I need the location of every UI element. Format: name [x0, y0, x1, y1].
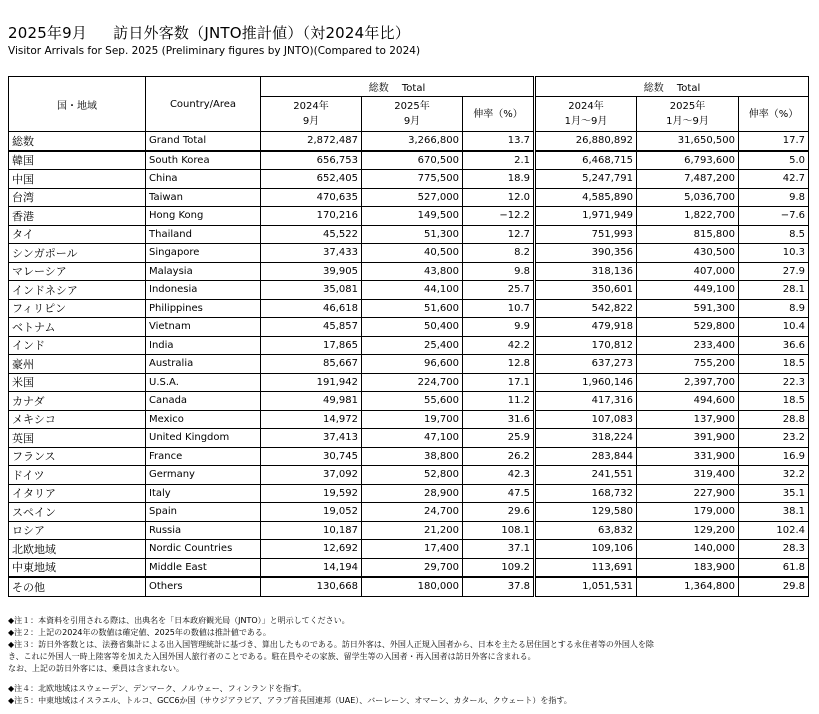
- cell-region-en: Vietnam: [146, 318, 261, 337]
- cell-cum-2025: 183,900: [637, 558, 739, 577]
- cell-region-en: India: [146, 336, 261, 355]
- cell-month-growth: 31.6: [463, 410, 535, 429]
- cell-region-en: Nordic Countries: [146, 540, 261, 559]
- cell-cum-growth: 102.4: [739, 521, 809, 540]
- table-row: [9, 318, 809, 337]
- cell-region-jp: ベトナム: [9, 318, 146, 337]
- cell-month-2025: 40,500: [362, 244, 463, 263]
- cell-region-en: Canada: [146, 392, 261, 411]
- cell-cum-2025: 137,900: [637, 410, 739, 429]
- cell-region-en: Italy: [146, 484, 261, 503]
- cell-month-growth: 25.9: [463, 429, 535, 448]
- cell-cum-growth: 28.3: [739, 540, 809, 559]
- cell-month-2024: 30,745: [261, 447, 362, 466]
- cell-region-jp: 中国: [9, 170, 146, 189]
- cell-cum-2025: 331,900: [637, 447, 739, 466]
- cell-region-jp: 韓国: [9, 151, 146, 170]
- cell-region-en: Philippines: [146, 299, 261, 318]
- cell-month-2024: 49,981: [261, 392, 362, 411]
- cell-cum-growth: 9.8: [739, 188, 809, 207]
- header-2025-cumulative: 2025年 1月～9月: [637, 97, 739, 132]
- cell-month-2024: 35,081: [261, 281, 362, 300]
- cell-month-2025: 527,000: [362, 188, 463, 207]
- cell-region-en: Spain: [146, 503, 261, 522]
- table-row: [9, 447, 809, 466]
- cell-month-growth: 42.2: [463, 336, 535, 355]
- cell-cum-growth: 5.0: [739, 151, 809, 170]
- cell-region-jp: カナダ: [9, 392, 146, 411]
- footnotes: [8, 615, 813, 707]
- cell-cum-2024: 113,691: [535, 558, 637, 577]
- cell-cum-growth: 22.3: [739, 373, 809, 392]
- page-subtitle: Visitor Arrivals for Sep. 2025 (Preliminary figures by JNTO)(Compared to 2024): [8, 45, 421, 57]
- cell-month-2024: 12,692: [261, 540, 362, 559]
- cell-cum-2024: 63,832: [535, 521, 637, 540]
- footnote-3-cont: き、これに外国人一時上陸客等を加えた入国外国人旅行者のことである。駐在員やその家族、留学生等の入国者・再入国者は訪日外客に含まれる。: [8, 652, 536, 661]
- cell-month-2025: 3,266,800: [362, 132, 463, 151]
- footnote-5: ◆注５：中東地域はイスラエル、トルコ、GCC6か国（サウジアラビア、アラブ首長国連邦（UAE）、バーレーン、オマーン、カタール、クウェート）を指す。: [8, 696, 572, 705]
- cell-month-2024: 170,216: [261, 207, 362, 226]
- cell-cum-2025: 31,650,500: [637, 132, 739, 151]
- table-row: [9, 429, 809, 448]
- cell-cum-2024: 751,993: [535, 225, 637, 244]
- cell-cum-2024: 168,732: [535, 484, 637, 503]
- cell-region-jp: 総数: [9, 132, 146, 151]
- table-row: [9, 355, 809, 374]
- cell-region-en: France: [146, 447, 261, 466]
- table-row: [9, 466, 809, 485]
- cell-month-2024: 10,187: [261, 521, 362, 540]
- header-region-jp: 国・地域: [9, 77, 146, 132]
- cell-cum-2025: 591,300: [637, 299, 739, 318]
- cell-region-en: Grand Total: [146, 132, 261, 151]
- cell-cum-2024: 417,316: [535, 392, 637, 411]
- cell-month-growth: 108.1: [463, 521, 535, 540]
- table-row: [9, 132, 809, 151]
- cell-cum-growth: 28.1: [739, 281, 809, 300]
- cell-region-jp: ドイツ: [9, 466, 146, 485]
- cell-month-2025: 17,400: [362, 540, 463, 559]
- table-row: [9, 299, 809, 318]
- header-group-month: 総数 Total: [261, 77, 535, 97]
- cell-month-2024: 652,405: [261, 170, 362, 189]
- cell-cum-2025: 1,822,700: [637, 207, 739, 226]
- table-row: [9, 281, 809, 300]
- cell-cum-2025: 391,900: [637, 429, 739, 448]
- cell-cum-2024: 637,273: [535, 355, 637, 374]
- table-row: [9, 484, 809, 503]
- cell-region-jp: マレーシア: [9, 262, 146, 281]
- cell-month-2024: 191,942: [261, 373, 362, 392]
- cell-region-jp: フランス: [9, 447, 146, 466]
- cell-cum-2025: 227,900: [637, 484, 739, 503]
- cell-region-en: Singapore: [146, 244, 261, 263]
- cell-cum-2025: 1,364,800: [637, 577, 739, 596]
- cell-region-jp: シンガポール: [9, 244, 146, 263]
- cell-cum-2024: 5,247,791: [535, 170, 637, 189]
- cell-month-2024: 2,872,487: [261, 132, 362, 151]
- cell-cum-2024: 4,585,890: [535, 188, 637, 207]
- cell-month-2025: 50,400: [362, 318, 463, 337]
- table-row: [9, 410, 809, 429]
- cell-region-en: Malaysia: [146, 262, 261, 281]
- cell-month-growth: 9.9: [463, 318, 535, 337]
- table-row: [9, 151, 809, 170]
- cell-month-2025: 670,500: [362, 151, 463, 170]
- table-row: [9, 170, 809, 189]
- cell-month-2025: 224,700: [362, 373, 463, 392]
- cell-cum-growth: 36.6: [739, 336, 809, 355]
- cell-month-2025: 149,500: [362, 207, 463, 226]
- page-title: [8, 22, 410, 43]
- header-2024-cumulative: 2024年 1月～9月: [535, 97, 637, 132]
- cell-cum-2024: 129,580: [535, 503, 637, 522]
- cell-month-2025: 28,900: [362, 484, 463, 503]
- cell-month-2024: 19,592: [261, 484, 362, 503]
- cell-cum-2025: 6,793,600: [637, 151, 739, 170]
- cell-cum-2024: 479,918: [535, 318, 637, 337]
- cell-month-2025: 51,600: [362, 299, 463, 318]
- cell-cum-2025: 140,000: [637, 540, 739, 559]
- cell-month-growth: 25.7: [463, 281, 535, 300]
- cell-region-en: Others: [146, 577, 261, 596]
- cell-region-en: Mexico: [146, 410, 261, 429]
- cell-cum-growth: 8.9: [739, 299, 809, 318]
- cell-cum-2025: 407,000: [637, 262, 739, 281]
- cell-region-en: Hong Kong: [146, 207, 261, 226]
- cell-cum-2025: 430,500: [637, 244, 739, 263]
- cell-month-growth: 17.1: [463, 373, 535, 392]
- cell-region-en: Indonesia: [146, 281, 261, 300]
- cell-cum-2025: 7,487,200: [637, 170, 739, 189]
- cell-cum-growth: 28.8: [739, 410, 809, 429]
- footnote-3: ◆注３：訪日外客数とは、法務省集計による出入国管理統計に基づき、算出したものである。訪日外客は、外国人正規入国者から、日本を主たる居住国とする永住者等の外国人を除: [8, 640, 654, 649]
- cell-region-en: Russia: [146, 521, 261, 540]
- cell-month-growth: 29.6: [463, 503, 535, 522]
- table-row: [9, 244, 809, 263]
- cell-cum-2025: 755,200: [637, 355, 739, 374]
- cell-cum-growth: 38.1: [739, 503, 809, 522]
- cell-cum-2024: 1,971,949: [535, 207, 637, 226]
- cell-month-growth: 109.2: [463, 558, 535, 577]
- cell-cum-growth: 23.2: [739, 429, 809, 448]
- table-row: [9, 207, 809, 226]
- header-region-en: Country/Area: [146, 77, 261, 132]
- cell-region-jp: フィリピン: [9, 299, 146, 318]
- header-group-cumulative: 総数 Total: [535, 77, 809, 97]
- cell-cum-2024: 350,601: [535, 281, 637, 300]
- cell-cum-2024: 318,224: [535, 429, 637, 448]
- cell-month-growth: 10.7: [463, 299, 535, 318]
- cell-month-2025: 44,100: [362, 281, 463, 300]
- cell-region-en: U.S.A.: [146, 373, 261, 392]
- cell-month-growth: 37.1: [463, 540, 535, 559]
- cell-month-2024: 85,667: [261, 355, 362, 374]
- cell-cum-2024: 6,468,715: [535, 151, 637, 170]
- cell-cum-2025: 529,800: [637, 318, 739, 337]
- cell-cum-growth: 27.9: [739, 262, 809, 281]
- table-row: [9, 558, 809, 577]
- cell-cum-growth: 29.8: [739, 577, 809, 596]
- cell-region-en: Taiwan: [146, 188, 261, 207]
- cell-cum-2024: 390,356: [535, 244, 637, 263]
- cell-cum-2024: 1,960,146: [535, 373, 637, 392]
- cell-cum-2025: 5,036,700: [637, 188, 739, 207]
- cell-cum-2025: 449,100: [637, 281, 739, 300]
- cell-region-jp: 台湾: [9, 188, 146, 207]
- cell-cum-2025: 494,600: [637, 392, 739, 411]
- header-2025-month: 2025年 9月: [362, 97, 463, 132]
- cell-cum-growth: 42.7: [739, 170, 809, 189]
- cell-month-2025: 775,500: [362, 170, 463, 189]
- cell-region-jp: その他: [9, 577, 146, 596]
- footnote-1: ◆注１：本資料を引用される際は、出典名を「日本政府観光局（JNTO）」と明示してください。: [8, 616, 350, 625]
- cell-cum-growth: 32.2: [739, 466, 809, 485]
- cell-month-growth: 12.0: [463, 188, 535, 207]
- cell-month-2025: 25,400: [362, 336, 463, 355]
- cell-month-2024: 37,092: [261, 466, 362, 485]
- cell-month-growth: −12.2: [463, 207, 535, 226]
- cell-month-2025: 180,000: [362, 577, 463, 596]
- table-row: [9, 521, 809, 540]
- cell-month-2024: 46,618: [261, 299, 362, 318]
- cell-cum-2025: 319,400: [637, 466, 739, 485]
- header-2024-month: 2024年 9月: [261, 97, 362, 132]
- table-row: [9, 503, 809, 522]
- cell-region-en: Australia: [146, 355, 261, 374]
- cell-month-growth: 12.7: [463, 225, 535, 244]
- cell-region-jp: インドネシア: [9, 281, 146, 300]
- cell-region-jp: ロシア: [9, 521, 146, 540]
- cell-month-growth: 47.5: [463, 484, 535, 503]
- cell-month-2024: 14,194: [261, 558, 362, 577]
- cell-cum-growth: 8.5: [739, 225, 809, 244]
- cell-month-2025: 43,800: [362, 262, 463, 281]
- table-row: [9, 188, 809, 207]
- cell-month-growth: 2.1: [463, 151, 535, 170]
- title-main: 訪日外客数（JNTO推計値）（対2024年比）: [113, 24, 411, 42]
- footnote-4: ◆注４：北欧地域はスウェーデン、デンマーク、ノルウェー、フィンランドを指す。: [8, 684, 307, 693]
- cell-cum-2024: 318,136: [535, 262, 637, 281]
- cell-region-jp: スペイン: [9, 503, 146, 522]
- cell-month-2024: 45,857: [261, 318, 362, 337]
- cell-month-growth: 37.8: [463, 577, 535, 596]
- cell-month-2025: 21,200: [362, 521, 463, 540]
- cell-cum-2025: 179,000: [637, 503, 739, 522]
- cell-month-growth: 12.8: [463, 355, 535, 374]
- cell-cum-growth: 18.5: [739, 355, 809, 374]
- cell-region-jp: 香港: [9, 207, 146, 226]
- cell-month-growth: 18.9: [463, 170, 535, 189]
- footnote-3-cont2: なお、上記の訪日外客には、乗員は含まれない。: [8, 664, 184, 673]
- cell-cum-growth: 10.4: [739, 318, 809, 337]
- cell-month-growth: 8.2: [463, 244, 535, 263]
- cell-cum-2024: 26,880,892: [535, 132, 637, 151]
- cell-cum-2024: 283,844: [535, 447, 637, 466]
- cell-month-2025: 55,600: [362, 392, 463, 411]
- table-row: [9, 392, 809, 411]
- cell-month-2025: 29,700: [362, 558, 463, 577]
- cell-region-jp: 豪州: [9, 355, 146, 374]
- cell-region-en: United Kingdom: [146, 429, 261, 448]
- cell-cum-2024: 109,106: [535, 540, 637, 559]
- cell-region-jp: メキシコ: [9, 410, 146, 429]
- cell-month-2024: 14,972: [261, 410, 362, 429]
- cell-cum-growth: 10.3: [739, 244, 809, 263]
- header-growth-month: 伸率（%）: [463, 97, 535, 132]
- cell-month-2025: 52,800: [362, 466, 463, 485]
- cell-region-jp: インド: [9, 336, 146, 355]
- cell-cum-growth: 18.5: [739, 392, 809, 411]
- cell-region-jp: イタリア: [9, 484, 146, 503]
- cell-month-2025: 47,100: [362, 429, 463, 448]
- cell-month-2025: 96,600: [362, 355, 463, 374]
- cell-region-jp: 米国: [9, 373, 146, 392]
- cell-cum-growth: −7.6: [739, 207, 809, 226]
- cell-cum-2024: 241,551: [535, 466, 637, 485]
- table-row: [9, 540, 809, 559]
- cell-cum-growth: 61.8: [739, 558, 809, 577]
- cell-cum-2024: 542,822: [535, 299, 637, 318]
- cell-cum-growth: 16.9: [739, 447, 809, 466]
- cell-month-growth: 13.7: [463, 132, 535, 151]
- visitor-arrivals-table: [8, 76, 809, 597]
- cell-month-2025: 51,300: [362, 225, 463, 244]
- table-row: [9, 262, 809, 281]
- cell-month-2024: 45,522: [261, 225, 362, 244]
- cell-cum-growth: 35.1: [739, 484, 809, 503]
- cell-month-2024: 470,635: [261, 188, 362, 207]
- table-row: [9, 577, 809, 596]
- cell-month-growth: 9.8: [463, 262, 535, 281]
- cell-region-en: China: [146, 170, 261, 189]
- title-month: 2025年9月: [8, 24, 88, 42]
- cell-month-2024: 130,668: [261, 577, 362, 596]
- cell-region-en: Thailand: [146, 225, 261, 244]
- cell-month-2024: 39,905: [261, 262, 362, 281]
- cell-month-growth: 42.3: [463, 466, 535, 485]
- cell-cum-2025: 129,200: [637, 521, 739, 540]
- cell-cum-2025: 815,800: [637, 225, 739, 244]
- cell-cum-2024: 170,812: [535, 336, 637, 355]
- cell-month-2025: 38,800: [362, 447, 463, 466]
- cell-month-growth: 26.2: [463, 447, 535, 466]
- cell-cum-2024: 107,083: [535, 410, 637, 429]
- table-row: [9, 225, 809, 244]
- cell-region-jp: 北欧地域: [9, 540, 146, 559]
- cell-region-en: South Korea: [146, 151, 261, 170]
- cell-region-en: Middle East: [146, 558, 261, 577]
- cell-region-jp: タイ: [9, 225, 146, 244]
- cell-month-2024: 37,413: [261, 429, 362, 448]
- cell-cum-growth: 17.7: [739, 132, 809, 151]
- cell-month-growth: 11.2: [463, 392, 535, 411]
- footnote-2: ◆注２：上記の2024年の数値は確定値、2025年の数値は推計値である。: [8, 628, 271, 637]
- cell-month-2025: 24,700: [362, 503, 463, 522]
- cell-month-2024: 19,052: [261, 503, 362, 522]
- table-row: [9, 336, 809, 355]
- cell-region-jp: 英国: [9, 429, 146, 448]
- table-row: [9, 373, 809, 392]
- cell-cum-2025: 233,400: [637, 336, 739, 355]
- header-growth-cumulative: 伸率（%）: [739, 97, 809, 132]
- cell-cum-2025: 2,397,700: [637, 373, 739, 392]
- cell-cum-2024: 1,051,531: [535, 577, 637, 596]
- cell-month-2024: 656,753: [261, 151, 362, 170]
- cell-region-jp: 中東地域: [9, 558, 146, 577]
- cell-month-2024: 17,865: [261, 336, 362, 355]
- cell-month-2025: 19,700: [362, 410, 463, 429]
- cell-month-2024: 37,433: [261, 244, 362, 263]
- cell-region-en: Germany: [146, 466, 261, 485]
